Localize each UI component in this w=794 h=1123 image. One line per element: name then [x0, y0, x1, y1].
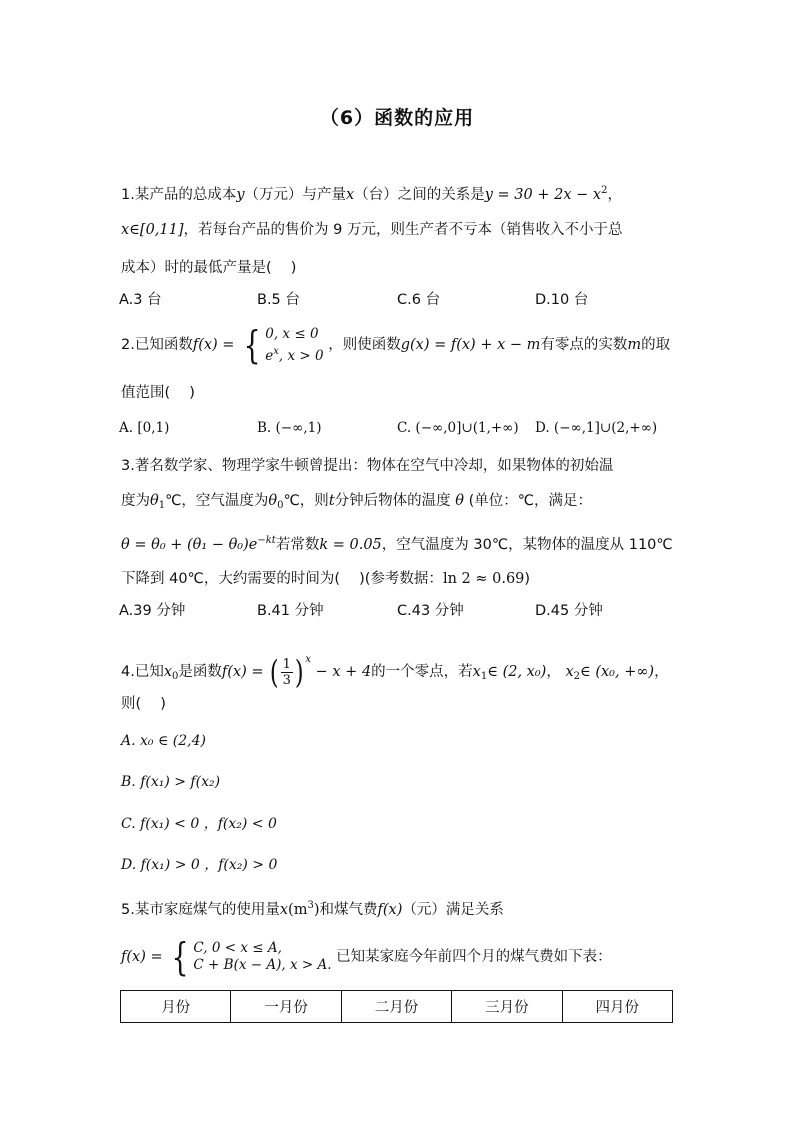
table-header-cell: 一月份 [231, 991, 341, 1023]
q4-line1: 4.已知$x_0$是函数f(x) = ( $\frac{1}{3}$ ) $^x$ − x + 4的一个零点，若$x_1\in$ (2, x₀)， $x_2\in$ (x₀, +∞)， [121, 653, 669, 691]
q1-option-c: C.6 台 [397, 292, 441, 308]
table-header-cell: 三月份 [452, 991, 562, 1023]
q2-line2: 值范围( ) [121, 385, 195, 401]
q3-option-d: D.45 分钟 [535, 603, 603, 619]
q4-line2: 则( ) [121, 696, 166, 712]
q5-line1: 5.某市家庭煤气的使用量$x(m^3)$和煤气费f(x)（元）满足关系 [121, 900, 504, 918]
q3-option-a: A.39 分钟 [119, 603, 186, 619]
q3-option-c: C.43 分钟 [397, 603, 464, 619]
q1-line1: 1.某产品的总成本y（万元）与产量x（台）之间的关系是$y = 30 + 2x - x^2$， [121, 185, 622, 203]
q1-line3: 成本）时的最低产量是( ) [121, 260, 297, 276]
q3-line3: $\theta = \theta_0 + (\theta_1 - \theta_0)e^{-kt}$若常数k = 0.05，空气温度为 30℃，某物体的温度从 110℃ [121, 535, 673, 553]
table-header-cell: 四月份 [562, 991, 672, 1023]
q4-option-c: C. f(x₁) < 0 ，f(x₂) < 0 [121, 816, 277, 832]
q3-line4: 下降到 40℃，大约需要的时间为( )(参考数据：ln 2 ≈ 0.69) [121, 571, 531, 587]
table-header-cell: 二月份 [341, 991, 451, 1023]
q3-line1: 3.著名数学家、物理学家牛顿曾提出：物体在空气中冷却，如果物体的初始温 [121, 458, 614, 474]
q3-line2: 度为$\theta_1℃$，空气温度为$\theta_0℃$，则t分钟后物体的温度 θ (单位：℃，满足： [121, 493, 593, 511]
q1-option-a: A.3 台 [119, 292, 162, 308]
page-title: （6）函数的应用 [319, 107, 475, 129]
q2-option-a: A. [0,1) [119, 420, 170, 436]
gas-fee-table [120, 990, 673, 1023]
q4-option-d: D. f(x₁) > 0 ，f(x₂) > 0 [121, 857, 278, 873]
q5-line2: f(x) = { C, 0 < x ≤ A, C + B(x − A), x > A. 已知某家庭今年前四个月的煤气费如下表： [121, 935, 612, 979]
q1-option-d: D.10 台 [535, 292, 589, 308]
q4-option-a: A. x₀ ∈ (2,4) [121, 733, 206, 749]
table-row [121, 991, 673, 1023]
q1-line2: x∈[0,11]，若每台产品的售价为 9 万元，则生产者不亏本（销售收入不小于总 [121, 222, 623, 238]
q4-option-b: B. f(x₁) > f(x₂) [121, 774, 221, 790]
table-header-cell: 月份 [121, 991, 231, 1023]
q2-option-d: D. (−∞,1]∪(2,+∞) [535, 420, 658, 436]
q2-option-c: C. (−∞,0]∪(1,+∞) [397, 420, 519, 436]
q2-line1: 2.已知函数f(x) = { 0, x ≤ 0 $e^x$, x > 0 ，则使函数g(x) = f(x) + x − m有零点的实数m的取 [121, 323, 671, 367]
q2-option-b: B. (−∞,1) [257, 420, 322, 436]
q1-option-b: B.5 台 [257, 292, 300, 308]
q3-option-b: B.41 分钟 [257, 603, 324, 619]
